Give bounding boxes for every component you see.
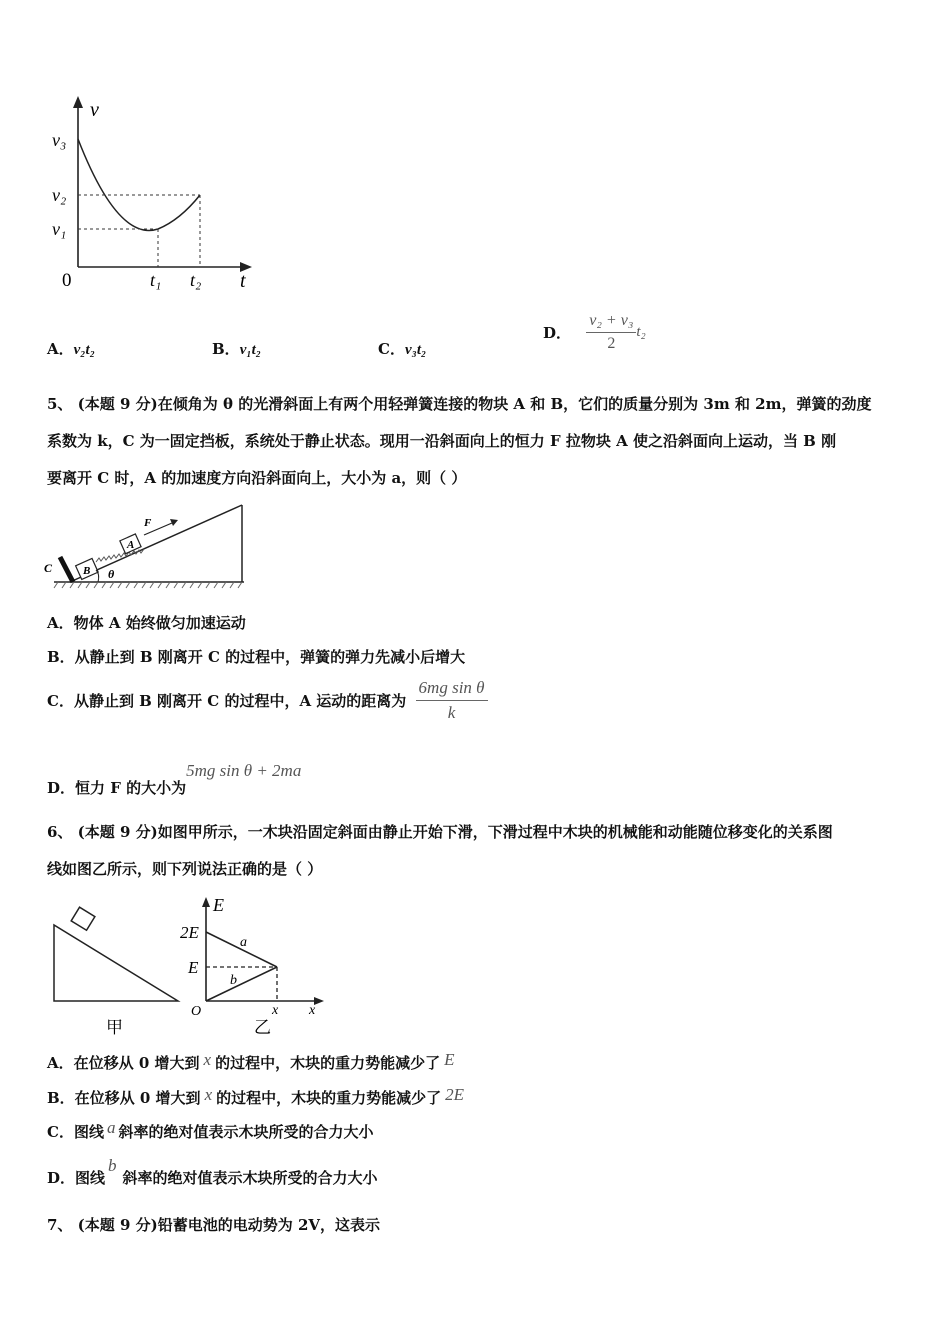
q6-option-c[interactable] <box>47 1118 374 1142</box>
q5-option-c-text: C．从静止到 B 刚离开 C 的过程中，A 运动的距离为 <box>47 692 407 710</box>
figure-jia-incline <box>50 905 185 1040</box>
figure-yi-label: 乙 <box>254 1018 271 1037</box>
baffle-c-label: C <box>44 561 53 575</box>
q6-option-d-pre: D．图线 <box>47 1169 106 1187</box>
q6-option-c-pre: C．图线 <box>47 1123 104 1141</box>
q6-option-d-post: 斜率的绝对值表示木块所受的合力大小 <box>122 1169 378 1187</box>
v3-label: v₃ <box>52 130 67 150</box>
figure-jia-label: 甲 <box>106 1018 123 1037</box>
q6-option-b-pre: B．在位移从 0 增大到 <box>47 1089 201 1107</box>
q4-option-d-prefix: D． <box>543 324 572 342</box>
q5-option-a[interactable]: A．物体 A 始终做匀加速运动 <box>47 614 246 632</box>
q6-option-a[interactable] <box>47 1052 454 1073</box>
q7-score: (本题 9 分) <box>77 1216 158 1234</box>
q4-option-b[interactable] <box>212 338 261 359</box>
q7-number: 7、 <box>47 1216 73 1234</box>
q6-option-d[interactable] <box>47 1156 378 1188</box>
q6-option-b-value: 2E <box>445 1085 465 1104</box>
q5-line-2: 系数为 k，C 为一固定挡板，系统处于静止状态。现用一沿斜面向上的恒力 F 拉物块 A 使之沿斜面向上运动，当 B 刚 <box>47 432 837 450</box>
velocity-time-graph <box>40 92 270 302</box>
q6-score: (本题 9 分) <box>77 823 158 841</box>
q4-option-a-prefix: A． <box>47 340 74 358</box>
q5-number: 5、 <box>47 395 73 413</box>
q5-stem <box>47 386 907 497</box>
x-axis-arrow <box>314 997 324 1005</box>
q5-option-d[interactable] <box>47 763 301 798</box>
q7-stem <box>47 1214 380 1235</box>
q4-option-a-text: v₂t₂ <box>73 342 95 358</box>
origin-o-label: O <box>191 1004 202 1019</box>
line-a-label: a <box>240 935 247 950</box>
q5-option-c-fraction <box>416 678 488 723</box>
q4-option-d-denominator: 2 <box>607 335 616 352</box>
q6-number: 6、 <box>47 823 73 841</box>
velocity-curve <box>78 139 200 230</box>
e-axis-arrow <box>202 897 210 907</box>
q6-line-2: 线如图乙所示，则下列说法正确的是（ ） <box>47 860 323 878</box>
q5-line-1 <box>47 386 907 423</box>
force-f-arrowhead <box>170 519 178 526</box>
q6-option-c-post: 斜率的绝对值表示木块所受的合力大小 <box>118 1123 374 1141</box>
t2-label: t₂ <box>190 270 202 290</box>
q6-line-1-text: 如图甲所示，一木块沿固定斜面由静止开始下滑，下滑过程中木块的机械能和动能随位移变化的关系图 <box>157 823 833 841</box>
q7-text: 铅蓄电池的电动势为 2V，这表示 <box>157 1216 381 1234</box>
q6-option-a-pre: A．在位移从 0 增大到 <box>47 1054 200 1072</box>
q4-option-b-prefix: B． <box>212 340 240 358</box>
baffle-c <box>60 557 73 582</box>
q5-option-d-expression: 5mg sin θ + 2ma <box>186 761 302 780</box>
q5-line-1-text: 在倾角为 θ 的光滑斜面上有两个用轻弹簧连接的物块 A 和 B，它们的质量分别为 3m 和 2m，弹簧的劲度 <box>157 395 872 413</box>
q5-line-3: 要离开 C 时，A 的加速度方向沿斜面向上，大小为 a，则（ ） <box>47 469 467 487</box>
v2-label: v₂ <box>52 185 67 205</box>
q6-option-a-var: x <box>203 1050 212 1069</box>
x-axis-label: x <box>309 1003 316 1018</box>
e-axis-label: E <box>213 895 224 915</box>
q5-option-c-numerator: 6mg sin θ <box>416 678 488 701</box>
q4-option-c-prefix: C． <box>378 340 405 358</box>
t-axis-label: t <box>240 270 246 292</box>
t1-label: t₁ <box>150 270 162 290</box>
q5-option-c[interactable] <box>47 678 488 723</box>
q5-score: (本题 9 分) <box>77 395 158 413</box>
v-axis-label: v <box>90 99 99 121</box>
block-b-label: B <box>83 565 91 577</box>
q6-option-a-value: E <box>444 1050 455 1069</box>
q5-option-b[interactable]: B．从静止到 B 刚离开 C 的过程中，弹簧的弹力先减小后增大 <box>47 648 466 666</box>
line-b <box>206 967 277 1001</box>
q4-option-c[interactable] <box>378 338 426 359</box>
origin-label: 0 <box>62 270 72 291</box>
v1-label: v₁ <box>52 219 67 239</box>
line-b-label: b <box>230 973 237 988</box>
q5-option-c-denominator: k <box>447 703 456 722</box>
block-a-label: A <box>127 539 135 551</box>
q4-option-c-text: v₃t₂ <box>404 342 427 358</box>
q6-option-b-var: x <box>204 1085 213 1104</box>
fixed-incline <box>54 925 178 1001</box>
q4-option-a[interactable] <box>47 338 95 359</box>
q6-option-a-mid: 的过程中，木块的重力势能减少了 <box>215 1054 441 1072</box>
q6-option-d-var: b <box>108 1156 117 1175</box>
ground-hatch <box>54 582 242 588</box>
q6-option-b[interactable] <box>47 1087 464 1108</box>
q6-stem <box>47 814 907 888</box>
q4-option-d-tail: t₂ <box>636 324 646 340</box>
q4-option-d-fraction <box>586 312 636 353</box>
q6-option-c-var: a <box>106 1118 116 1137</box>
e-label: E <box>188 958 199 977</box>
q6-option-b-mid: 的过程中，木块的重力势能减少了 <box>216 1089 442 1107</box>
v-axis-arrow <box>73 96 83 108</box>
q5-option-d-text: D．恒力 F 的大小为 <box>47 779 187 797</box>
theta-label: θ <box>108 567 115 581</box>
force-f-label: F <box>144 517 152 529</box>
q4-option-b-text: v₁t₂ <box>239 342 261 358</box>
q4-option-d-numerator: v₂ + v₃ <box>586 312 636 333</box>
sliding-block <box>71 907 95 930</box>
figure-yi-energy-graph <box>178 893 328 1038</box>
incline-spring-figure <box>40 502 250 590</box>
q4-option-d[interactable] <box>543 312 646 353</box>
two-e-label: 2E <box>180 923 199 942</box>
q6-line-1 <box>47 814 907 851</box>
x-tick-label: x <box>272 1003 279 1018</box>
